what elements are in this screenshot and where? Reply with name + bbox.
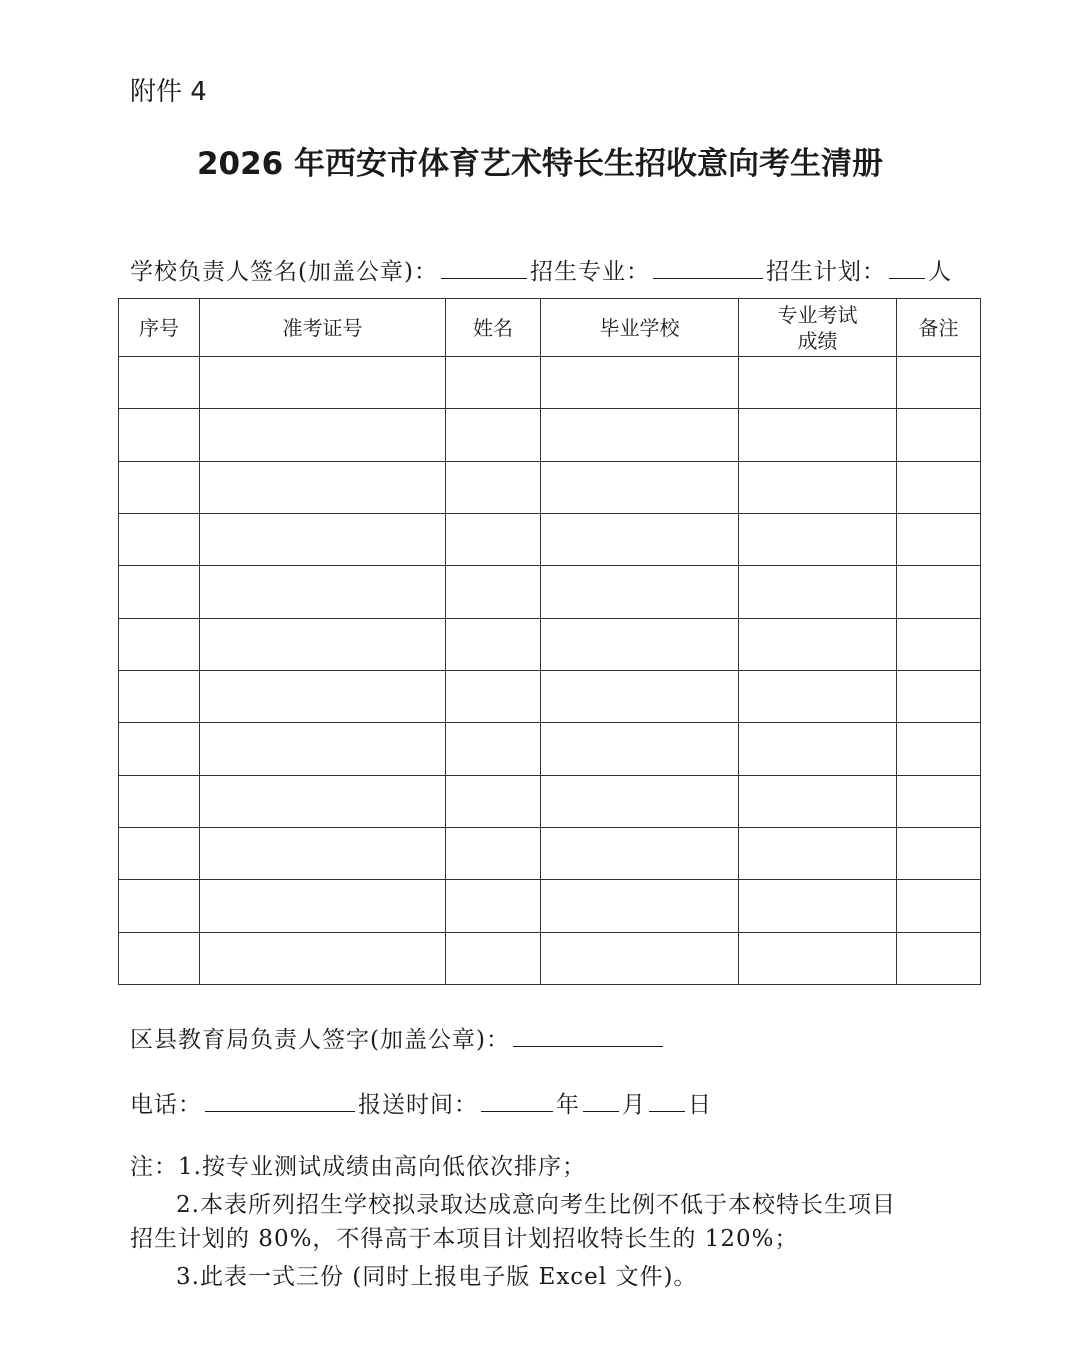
cell-exam-score[interactable]	[739, 618, 897, 670]
note-1-text: 1.按专业测试成绩由高向低依次排序；	[178, 1154, 586, 1180]
year-label: 年	[556, 1092, 580, 1118]
note-2b: 招生计划的 80%，不得高于本项目计划招收特长生的 120%；	[130, 1226, 799, 1252]
cell-name[interactable]	[446, 670, 541, 722]
table-row	[119, 827, 981, 879]
cell-ticket-number[interactable]	[200, 618, 446, 670]
cell-name[interactable]	[446, 775, 541, 827]
table-row	[119, 461, 981, 513]
table-row	[119, 513, 981, 565]
table-row	[119, 409, 981, 461]
month-label: 月	[622, 1092, 646, 1118]
note-3: 3.此表一式三份 (同时上报电子版 Excel 文件)。	[176, 1264, 698, 1290]
school-sign-label: 学校负责人签名(加盖公章)：	[130, 259, 438, 285]
cell-ticket-number[interactable]	[200, 880, 446, 932]
cell-ticket-number[interactable]	[200, 723, 446, 775]
cell-remarks[interactable]	[897, 357, 981, 409]
cell-remarks[interactable]	[897, 670, 981, 722]
cell-index[interactable]	[119, 670, 200, 722]
cell-remarks[interactable]	[897, 618, 981, 670]
cell-index[interactable]	[119, 827, 200, 879]
cell-remarks[interactable]	[897, 723, 981, 775]
cell-exam-score[interactable]	[739, 880, 897, 932]
table-row	[119, 618, 981, 670]
major-label: 招生专业：	[529, 259, 650, 285]
cell-graduate-school[interactable]	[541, 357, 739, 409]
cell-graduate-school[interactable]	[541, 513, 739, 565]
note-2a: 2.本表所列招生学校拟录取达成意向考生比例不低于本校特长生项目	[176, 1192, 896, 1218]
cell-name[interactable]	[446, 618, 541, 670]
cell-graduate-school[interactable]	[541, 618, 739, 670]
district-sign-label: 区县教育局负责人签字(加盖公章)：	[130, 1027, 510, 1053]
year-blank[interactable]	[481, 1085, 553, 1112]
cell-name[interactable]	[446, 409, 541, 461]
cell-ticket-number[interactable]	[200, 409, 446, 461]
cell-ticket-number[interactable]	[200, 932, 446, 984]
page-title: 2026 年西安市体育艺术特长生招收意向考生清册	[196, 146, 884, 182]
candidate-table	[118, 298, 981, 985]
header-index: 序号	[119, 299, 200, 357]
header-ticket-number: 准考证号	[200, 299, 446, 357]
district-sign-line	[130, 1020, 666, 1057]
header-graduate-school: 毕业学校	[541, 299, 739, 357]
cell-index[interactable]	[119, 566, 200, 618]
table-row	[119, 880, 981, 932]
note-1	[130, 1150, 586, 1184]
cell-index[interactable]	[119, 409, 200, 461]
cell-name[interactable]	[446, 566, 541, 618]
cell-exam-score[interactable]	[739, 723, 897, 775]
cell-remarks[interactable]	[897, 880, 981, 932]
cell-exam-score[interactable]	[739, 409, 897, 461]
table-row	[119, 775, 981, 827]
cell-ticket-number[interactable]	[200, 827, 446, 879]
cell-ticket-number[interactable]	[200, 357, 446, 409]
cell-graduate-school[interactable]	[541, 461, 739, 513]
cell-remarks[interactable]	[897, 775, 981, 827]
attachment-label: 附件 4	[130, 77, 207, 107]
phone-blank[interactable]	[205, 1085, 355, 1112]
header-exam-score	[739, 299, 897, 357]
cell-index[interactable]	[119, 775, 200, 827]
plan-blank[interactable]	[889, 252, 925, 279]
school-sign-blank[interactable]	[441, 252, 527, 279]
cell-name[interactable]	[446, 827, 541, 879]
cell-exam-score[interactable]	[739, 566, 897, 618]
cell-remarks[interactable]	[897, 932, 981, 984]
cell-exam-score[interactable]	[739, 513, 897, 565]
month-blank[interactable]	[583, 1085, 619, 1112]
table-row	[119, 723, 981, 775]
cell-remarks[interactable]	[897, 827, 981, 879]
cell-remarks[interactable]	[897, 513, 981, 565]
cell-ticket-number[interactable]	[200, 513, 446, 565]
cell-ticket-number[interactable]	[200, 566, 446, 618]
cell-name[interactable]	[446, 932, 541, 984]
cell-name[interactable]	[446, 513, 541, 565]
cell-ticket-number[interactable]	[200, 775, 446, 827]
cell-remarks[interactable]	[897, 461, 981, 513]
note-prefix: 注：	[130, 1154, 178, 1180]
table-row	[119, 932, 981, 984]
header-name: 姓名	[446, 299, 541, 357]
cell-graduate-school[interactable]	[541, 723, 739, 775]
plan-label: 招生计划：	[765, 259, 886, 285]
major-blank[interactable]	[653, 252, 763, 279]
table-row	[119, 357, 981, 409]
cell-exam-score[interactable]	[739, 932, 897, 984]
cell-graduate-school[interactable]	[541, 775, 739, 827]
cell-exam-score[interactable]	[739, 775, 897, 827]
header-exam-score-line1: 专业考试	[777, 302, 858, 327]
cell-graduate-school[interactable]	[541, 880, 739, 932]
phone-time-line	[130, 1085, 712, 1122]
cell-index[interactable]	[119, 618, 200, 670]
table-row	[119, 566, 981, 618]
header-remarks: 备注	[897, 299, 981, 357]
table-body	[119, 357, 981, 985]
cell-index[interactable]	[119, 880, 200, 932]
report-time-label: 报送时间：	[358, 1092, 478, 1118]
plan-unit: 人	[927, 259, 952, 285]
cell-graduate-school[interactable]	[541, 932, 739, 984]
cell-remarks[interactable]	[897, 566, 981, 618]
cell-ticket-number[interactable]	[200, 461, 446, 513]
cell-graduate-school[interactable]	[541, 827, 739, 879]
header-exam-score-line2: 成绩	[797, 328, 838, 353]
cell-graduate-school[interactable]	[541, 409, 739, 461]
school-info-line	[130, 252, 952, 289]
table-row	[119, 670, 981, 722]
cell-graduate-school[interactable]	[541, 566, 739, 618]
cell-graduate-school[interactable]	[541, 670, 739, 722]
cell-exam-score[interactable]	[739, 357, 897, 409]
cell-name[interactable]	[446, 461, 541, 513]
day-blank[interactable]	[649, 1085, 685, 1112]
cell-remarks[interactable]	[897, 409, 981, 461]
day-label: 日	[688, 1092, 712, 1118]
cell-index[interactable]	[119, 461, 200, 513]
cell-index[interactable]	[119, 357, 200, 409]
table-header-row	[119, 299, 981, 357]
cell-index[interactable]	[119, 723, 200, 775]
district-sign-blank[interactable]	[513, 1020, 663, 1047]
cell-name[interactable]	[446, 357, 541, 409]
cell-exam-score[interactable]	[739, 827, 897, 879]
cell-exam-score[interactable]	[739, 461, 897, 513]
cell-name[interactable]	[446, 723, 541, 775]
cell-name[interactable]	[446, 880, 541, 932]
cell-index[interactable]	[119, 513, 200, 565]
cell-index[interactable]	[119, 932, 200, 984]
phone-label: 电话：	[130, 1092, 202, 1118]
cell-ticket-number[interactable]	[200, 670, 446, 722]
cell-exam-score[interactable]	[739, 670, 897, 722]
